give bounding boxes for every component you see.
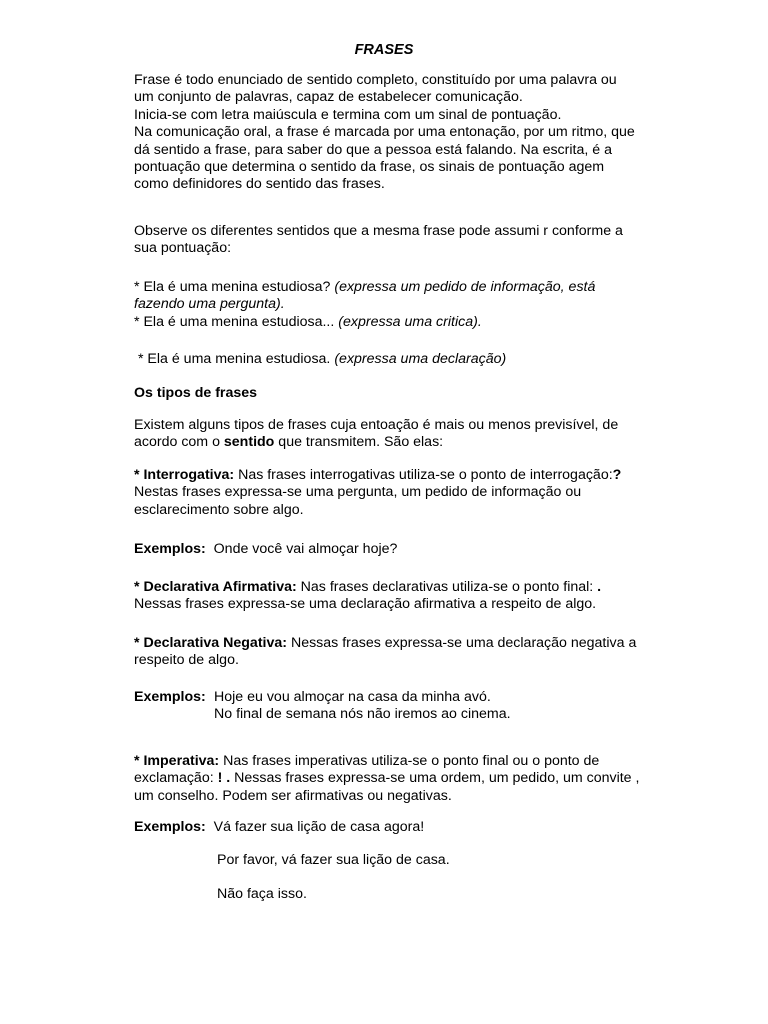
example-sentence: Por favor, vá fazer sua lição de casa. [217, 852, 450, 868]
type-description: Nas frases imperativas utiliza-se o ponto final ou o ponto de [219, 753, 600, 769]
type-label: * Declarativa Afirmativa: [134, 579, 297, 595]
imperativa-example-2 [134, 852, 654, 869]
types-intro-paragraph [134, 417, 654, 452]
examples-label: Exemplos: [134, 689, 206, 705]
type-description: exclamação: [134, 770, 218, 787]
imperativa-example-3 [134, 886, 654, 903]
imperativa-examples [134, 819, 654, 836]
type-label: * Interrogativa: [134, 467, 235, 483]
document-title: FRASES [354, 42, 414, 58]
type-description: Nessas frases expressa-se uma declaração negativa a [287, 635, 637, 651]
example-explanation: (expressa uma declaração) [334, 351, 507, 367]
example-sentence: * Ela é uma menina estudiosa. [134, 351, 331, 367]
imperativa-paragraph [134, 753, 654, 805]
type-description: respeito de algo. [134, 652, 239, 669]
section-heading-types: Os tipos de frases [134, 385, 258, 401]
negativa-paragraph [134, 635, 654, 670]
examples-label: Exemplos: [134, 819, 206, 835]
type-description: Nessas frases expressa-se uma declaração afirmativa a respeito de algo. [134, 596, 597, 613]
intro-line: um conjunto de palavras, capaz de estabelecer comunicação. [134, 89, 523, 106]
intro-paragraph [134, 72, 654, 194]
intro-line: como definidores do sentido das frases. [134, 176, 385, 193]
example-sentence: Não faça isso. [217, 886, 307, 902]
intro-line: pontuação que determina o sentido da frase, os sinais de pontuação agem [134, 159, 605, 176]
example-sentence: * Ela é uma menina estudiosa? [134, 279, 331, 295]
observe-paragraph [134, 223, 654, 258]
types-intro-text: que transmitem. São elas: [274, 434, 444, 451]
interrogativa-examples [134, 541, 654, 558]
type-description: um conselho. Podem ser afirmativas ou negativas. [134, 787, 452, 804]
type-label: * Imperativa: [134, 753, 220, 769]
interrogativa-paragraph [134, 467, 654, 519]
observe-line: Observe os diferentes sentidos que a mesma frase pode assumi r conforme a [134, 223, 623, 239]
example-sentence: Hoje eu vou almoçar na casa da minha avó. [214, 689, 491, 705]
example-explanation: (expressa uma critica). [338, 313, 482, 330]
example-interrogation [134, 279, 654, 331]
example-sentence: Vá fazer sua lição de casa agora! [213, 819, 425, 835]
punctuation-mark: . [597, 579, 602, 595]
type-label: * Declarativa Negativa: [134, 635, 287, 651]
examples-label: Exemplos: [134, 541, 206, 557]
example-explanation: fazendo uma pergunta). [134, 296, 285, 313]
types-intro-emphasis: sentido [223, 434, 275, 451]
intro-line: Frase é todo enunciado de sentido completo, constituído por uma palavra ou [134, 72, 617, 88]
observe-line: sua pontuação: [134, 240, 232, 257]
example-sentence: Onde você vai almoçar hoje? [213, 541, 398, 557]
type-description: esclarecimento sobre algo. [134, 501, 304, 518]
punctuation-mark: ? [612, 467, 622, 483]
type-description: Nas frases declarativas utiliza-se o ponto final: [296, 579, 598, 595]
example-sentence: No final de semana nós não iremos ao cinema. [214, 706, 511, 723]
example-explanation: (expressa um pedido de informação, está [334, 279, 596, 295]
types-intro-text: acordo com o [134, 434, 224, 451]
intro-line: Na comunicação oral, a frase é marcada por uma entonação, por um ritmo, que [134, 124, 635, 141]
intro-line: Inicia-se com letra maiúscula e termina com um sinal de pontuação. [134, 106, 562, 123]
type-description: Nas frases interrogativas utiliza-se o ponto de interrogação: [234, 467, 613, 483]
intro-line: dá sentido a frase, para saber do que a pessoa está falando. Na escrita, é a [134, 141, 612, 158]
example-declaration [134, 351, 654, 368]
punctuation-mark: ! . [217, 770, 231, 787]
example-sentence: * Ela é uma menina estudiosa... [134, 313, 335, 330]
negativa-examples [134, 689, 654, 724]
types-intro-line: Existem alguns tipos de frases cuja entoação é mais ou menos previsível, de [134, 417, 619, 433]
type-description: Nestas frases expressa-se uma pergunta, um pedido de informação ou [134, 484, 582, 501]
afirmativa-paragraph [134, 579, 654, 614]
type-description: Nessas frases expressa-se uma ordem, um pedido, um convite , [230, 770, 640, 787]
